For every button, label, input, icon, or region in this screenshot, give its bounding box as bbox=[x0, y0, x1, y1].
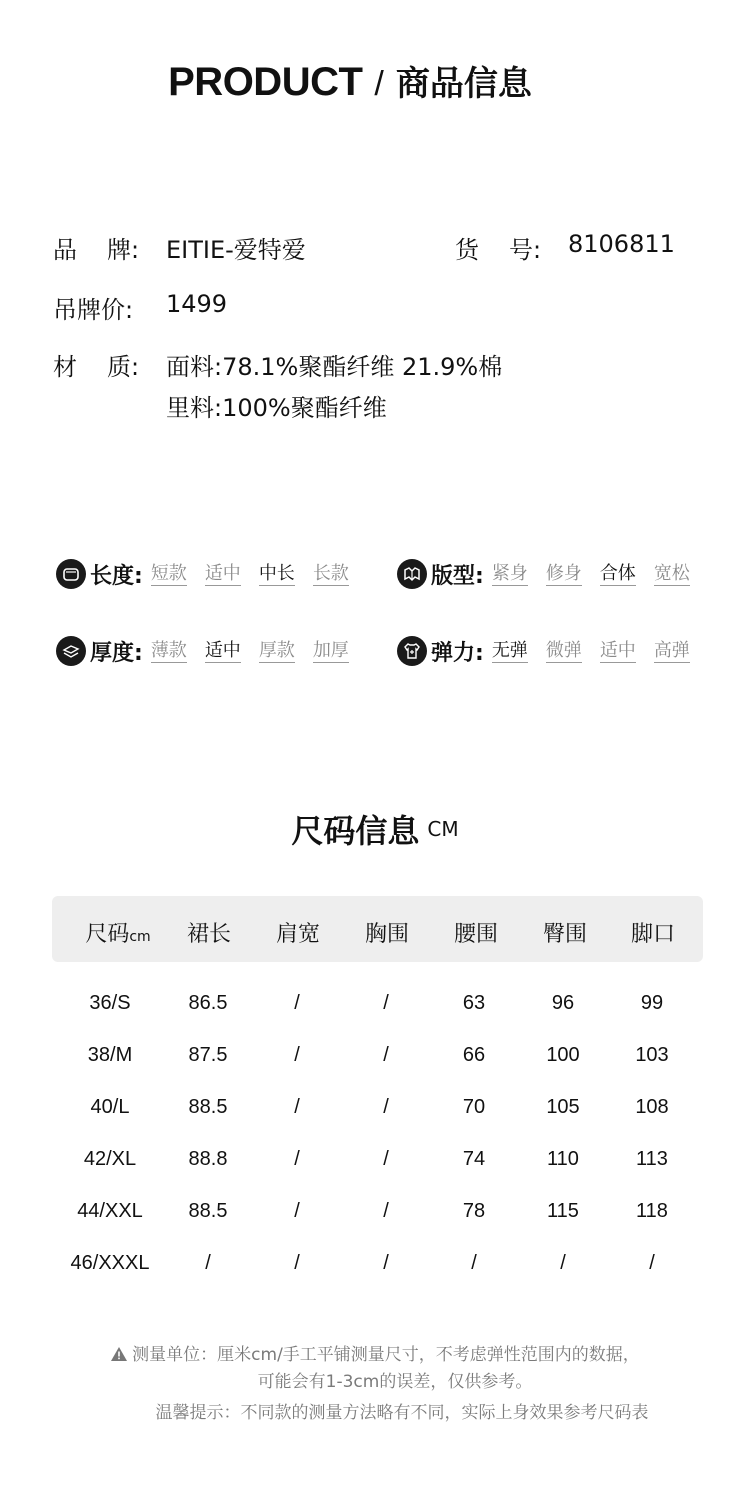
table-row bbox=[0, 1044, 750, 1070]
table-cell: / bbox=[560, 1252, 566, 1274]
table-cell: 115 bbox=[547, 1200, 579, 1222]
table-cell: / bbox=[649, 1252, 655, 1274]
table-cell: 110 bbox=[547, 1148, 579, 1170]
title-en: PRODUCT bbox=[168, 60, 363, 104]
table-cell: 99 bbox=[640, 992, 664, 1014]
attr-thickness-option: 薄款 bbox=[150, 639, 187, 661]
sku-value: 8106811 bbox=[568, 230, 675, 258]
attr-elasticity-option-selected: 无弹 bbox=[491, 639, 528, 661]
header-cell: 肩宽 bbox=[275, 922, 320, 947]
table-cell: / bbox=[471, 1252, 477, 1274]
header-cell: 腰围 bbox=[453, 922, 498, 947]
table-cell: 100 bbox=[546, 1044, 580, 1066]
table-cell: / bbox=[383, 1148, 389, 1170]
table-cell: 78 bbox=[462, 1200, 486, 1222]
table-cell: / bbox=[294, 1200, 300, 1222]
table-cell: 66 bbox=[462, 1044, 486, 1066]
attr-elasticity-label: 弹力: bbox=[431, 640, 484, 666]
table-row bbox=[0, 1200, 750, 1226]
attr-thickness-option: 加厚 bbox=[312, 639, 349, 661]
measurement-note-line-1: 测量单位：厘米cm/手工平铺测量尺寸，不考虑弹性范围内的数据， bbox=[0, 1340, 750, 1367]
attr-length-option: 长款 bbox=[312, 562, 349, 584]
page-title bbox=[0, 56, 700, 105]
table-cell: 74 bbox=[462, 1148, 486, 1170]
title-cn: 商品信息 bbox=[395, 64, 532, 104]
material-line-1: 面料:78.1%聚酯纤维 21.9%棉 bbox=[166, 353, 503, 381]
tip-note: 温馨提示：不同款的测量方法略有不同，实际上身效果参考尺码表 bbox=[155, 1403, 649, 1423]
table-cell: / bbox=[383, 1044, 389, 1066]
attr-fit-option: 修身 bbox=[545, 562, 582, 584]
table-cell: 46/XXXL bbox=[70, 1252, 150, 1274]
table-cell: 70 bbox=[462, 1096, 486, 1118]
measurement-note-line-2: 可能会有1-3cm的误差，仅供参考。 bbox=[257, 1372, 533, 1392]
table-cell: 44/XXL bbox=[77, 1200, 143, 1222]
table-cell: / bbox=[383, 992, 389, 1014]
table-cell: 88.5 bbox=[188, 1096, 228, 1118]
attr-fit-label: 版型: bbox=[431, 563, 484, 589]
table-row bbox=[0, 1252, 750, 1278]
attr-elasticity bbox=[397, 634, 690, 668]
material-label: 材 质: bbox=[53, 353, 140, 381]
sku-label: 货 号: bbox=[455, 236, 542, 264]
attr-elasticity-option: 高弹 bbox=[653, 639, 690, 661]
attr-length-option: 短款 bbox=[150, 562, 187, 584]
table-cell: 105 bbox=[546, 1096, 580, 1118]
table-cell: / bbox=[383, 1200, 389, 1222]
table-cell: / bbox=[205, 1252, 211, 1274]
table-cell: 113 bbox=[636, 1148, 668, 1170]
table-cell: / bbox=[294, 1096, 300, 1118]
skirt-length-icon bbox=[56, 559, 86, 589]
header-size: 尺码cm bbox=[85, 922, 151, 947]
attr-length-option: 适中 bbox=[204, 562, 241, 584]
header-cell: 脚口 bbox=[630, 922, 675, 947]
table-row bbox=[0, 1096, 750, 1122]
fabric-layers-icon bbox=[56, 636, 86, 666]
brand-value: EITIE-爱特爱 bbox=[166, 236, 306, 264]
table-cell: / bbox=[294, 1044, 300, 1066]
table-cell: 86.5 bbox=[188, 992, 228, 1014]
warning-icon bbox=[110, 1346, 128, 1367]
brand-label: 品 牌: bbox=[53, 236, 140, 264]
table-cell: / bbox=[294, 1252, 300, 1274]
table-row bbox=[0, 992, 750, 1018]
size-title: 尺码信息 bbox=[291, 812, 420, 850]
table-cell: 96 bbox=[551, 992, 575, 1014]
table-cell: 63 bbox=[462, 992, 486, 1014]
table-cell: 36/S bbox=[89, 992, 131, 1014]
header-cell: 裙长 bbox=[186, 922, 231, 947]
attr-elasticity-option: 适中 bbox=[599, 639, 636, 661]
attr-length-label: 长度: bbox=[90, 563, 143, 589]
table-cell: 42/XL bbox=[83, 1148, 137, 1170]
header-cell: 胸围 bbox=[364, 922, 409, 947]
table-cell: 108 bbox=[635, 1096, 669, 1118]
table-cell: 40/L bbox=[90, 1096, 130, 1118]
table-cell: 87.5 bbox=[188, 1044, 228, 1066]
silhouette-icon bbox=[397, 559, 427, 589]
table-cell: 88.5 bbox=[188, 1200, 228, 1222]
attr-elasticity-option: 微弹 bbox=[545, 639, 582, 661]
header-cell: 臀围 bbox=[542, 922, 587, 947]
title-slash: / bbox=[374, 65, 384, 103]
material-line-2: 里料:100%聚酯纤维 bbox=[166, 394, 387, 422]
attr-fit-option: 宽松 bbox=[653, 562, 690, 584]
attr-thickness-option: 厚款 bbox=[258, 639, 295, 661]
attr-length-option-selected: 中长 bbox=[258, 562, 295, 584]
price-value: 1499 bbox=[166, 290, 228, 318]
attr-fit-option: 紧身 bbox=[491, 562, 528, 584]
table-cell: 88.8 bbox=[188, 1148, 228, 1170]
shirt-stretch-icon bbox=[397, 636, 427, 666]
attr-fit bbox=[397, 557, 690, 591]
table-cell: / bbox=[294, 1148, 300, 1170]
attr-length bbox=[56, 557, 367, 591]
table-cell: 103 bbox=[635, 1044, 669, 1066]
size-unit: CM bbox=[427, 817, 459, 841]
attr-thickness-option-selected: 适中 bbox=[204, 639, 241, 661]
attr-thickness-label: 厚度: bbox=[90, 640, 143, 666]
attr-fit-option-selected: 合体 bbox=[599, 562, 636, 584]
attr-thickness bbox=[56, 634, 367, 668]
table-cell: 38/M bbox=[87, 1044, 133, 1066]
size-table-header bbox=[52, 896, 703, 962]
table-cell: / bbox=[294, 992, 300, 1014]
table-cell: 118 bbox=[636, 1200, 668, 1222]
table-cell: / bbox=[383, 1252, 389, 1274]
table-cell: / bbox=[383, 1096, 389, 1118]
price-label: 吊牌价: bbox=[53, 296, 134, 324]
size-section-title bbox=[0, 806, 750, 852]
table-row bbox=[0, 1148, 750, 1174]
